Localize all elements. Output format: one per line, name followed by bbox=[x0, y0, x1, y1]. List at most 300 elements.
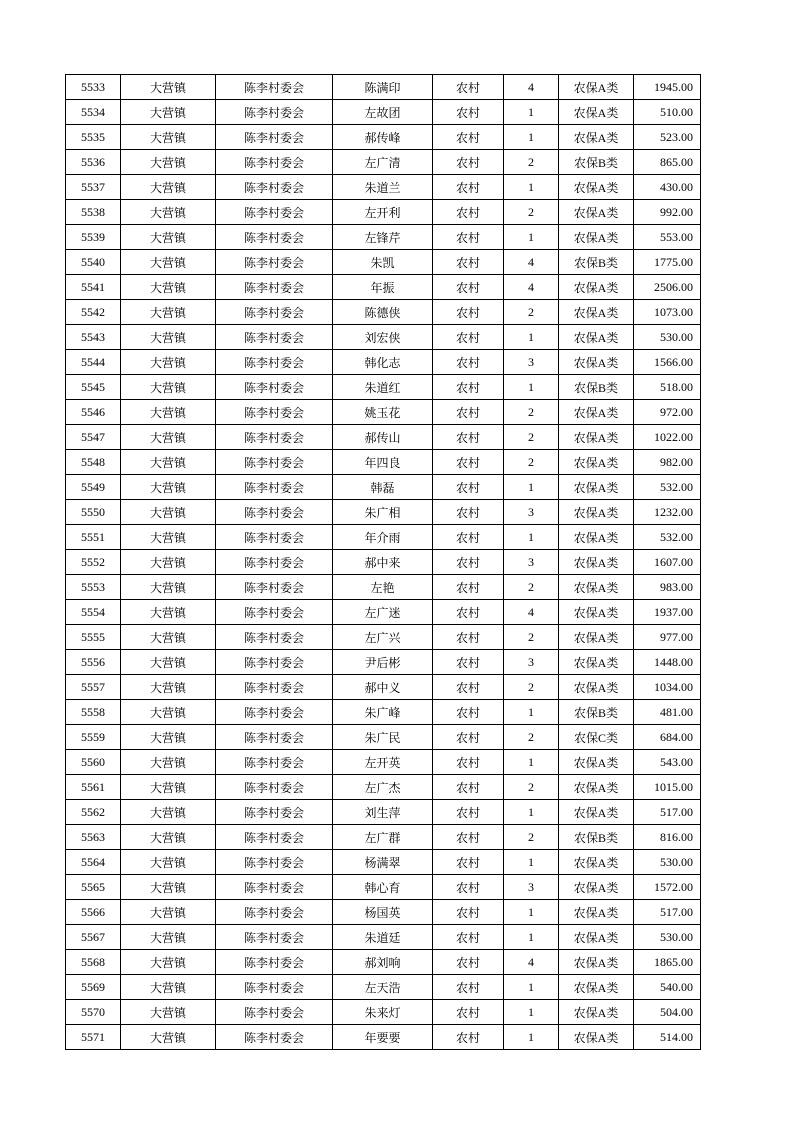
table-row bbox=[66, 450, 701, 475]
cell-name: 朱道红 bbox=[333, 375, 433, 400]
cell-id: 5543 bbox=[66, 325, 121, 350]
cell-type: 农村 bbox=[433, 975, 504, 1000]
cell-village: 陈李村委会 bbox=[216, 125, 333, 150]
table-row bbox=[66, 775, 701, 800]
table-row bbox=[66, 625, 701, 650]
cell-town: 大营镇 bbox=[121, 500, 216, 525]
cell-amount: 543.00 bbox=[634, 750, 701, 775]
table-row bbox=[66, 850, 701, 875]
cell-category: 农保A类 bbox=[559, 400, 634, 425]
cell-id: 5553 bbox=[66, 575, 121, 600]
cell-name: 陈德侠 bbox=[333, 300, 433, 325]
cell-town: 大营镇 bbox=[121, 175, 216, 200]
cell-town: 大营镇 bbox=[121, 975, 216, 1000]
cell-type: 农村 bbox=[433, 800, 504, 825]
cell-town: 大营镇 bbox=[121, 625, 216, 650]
cell-name: 陈满印 bbox=[333, 75, 433, 100]
cell-count: 2 bbox=[504, 400, 559, 425]
cell-name: 杨国英 bbox=[333, 900, 433, 925]
cell-count: 1 bbox=[504, 175, 559, 200]
cell-id: 5559 bbox=[66, 725, 121, 750]
cell-town: 大营镇 bbox=[121, 350, 216, 375]
cell-village: 陈李村委会 bbox=[216, 875, 333, 900]
cell-village: 陈李村委会 bbox=[216, 450, 333, 475]
cell-village: 陈李村委会 bbox=[216, 250, 333, 275]
cell-village: 陈李村委会 bbox=[216, 525, 333, 550]
cell-name: 左艳 bbox=[333, 575, 433, 600]
cell-town: 大营镇 bbox=[121, 125, 216, 150]
cell-amount: 518.00 bbox=[634, 375, 701, 400]
cell-type: 农村 bbox=[433, 75, 504, 100]
cell-name: 左广清 bbox=[333, 150, 433, 175]
cell-amount: 510.00 bbox=[634, 100, 701, 125]
cell-type: 农村 bbox=[433, 1025, 504, 1050]
cell-category: 农保A类 bbox=[559, 950, 634, 975]
cell-id: 5541 bbox=[66, 275, 121, 300]
table-row bbox=[66, 1000, 701, 1025]
table-row bbox=[66, 75, 701, 100]
cell-type: 农村 bbox=[433, 125, 504, 150]
cell-town: 大营镇 bbox=[121, 100, 216, 125]
cell-count: 3 bbox=[504, 650, 559, 675]
cell-village: 陈李村委会 bbox=[216, 300, 333, 325]
cell-name: 朱广民 bbox=[333, 725, 433, 750]
cell-id: 5565 bbox=[66, 875, 121, 900]
cell-id: 5549 bbox=[66, 475, 121, 500]
cell-type: 农村 bbox=[433, 475, 504, 500]
cell-village: 陈李村委会 bbox=[216, 675, 333, 700]
cell-town: 大营镇 bbox=[121, 1000, 216, 1025]
cell-id: 5540 bbox=[66, 250, 121, 275]
cell-amount: 1022.00 bbox=[634, 425, 701, 450]
cell-type: 农村 bbox=[433, 1000, 504, 1025]
cell-town: 大营镇 bbox=[121, 275, 216, 300]
cell-category: 农保A类 bbox=[559, 775, 634, 800]
cell-id: 5535 bbox=[66, 125, 121, 150]
cell-town: 大营镇 bbox=[121, 200, 216, 225]
cell-town: 大营镇 bbox=[121, 875, 216, 900]
cell-category: 农保A类 bbox=[559, 1000, 634, 1025]
cell-type: 农村 bbox=[433, 825, 504, 850]
cell-type: 农村 bbox=[433, 875, 504, 900]
table-body bbox=[66, 75, 701, 1050]
table-row bbox=[66, 175, 701, 200]
cell-village: 陈李村委会 bbox=[216, 825, 333, 850]
cell-category: 农保A类 bbox=[559, 175, 634, 200]
table-row bbox=[66, 725, 701, 750]
cell-amount: 540.00 bbox=[634, 975, 701, 1000]
cell-count: 2 bbox=[504, 725, 559, 750]
cell-category: 农保A类 bbox=[559, 475, 634, 500]
cell-type: 农村 bbox=[433, 300, 504, 325]
cell-type: 农村 bbox=[433, 500, 504, 525]
cell-name: 朱道兰 bbox=[333, 175, 433, 200]
cell-id: 5569 bbox=[66, 975, 121, 1000]
cell-category: 农保A类 bbox=[559, 675, 634, 700]
cell-type: 农村 bbox=[433, 450, 504, 475]
cell-count: 2 bbox=[504, 675, 559, 700]
cell-count: 1 bbox=[504, 525, 559, 550]
cell-type: 农村 bbox=[433, 925, 504, 950]
cell-amount: 517.00 bbox=[634, 800, 701, 825]
table-row bbox=[66, 925, 701, 950]
cell-id: 5534 bbox=[66, 100, 121, 125]
cell-type: 农村 bbox=[433, 175, 504, 200]
cell-id: 5542 bbox=[66, 300, 121, 325]
cell-category: 农保A类 bbox=[559, 575, 634, 600]
cell-category: 农保A类 bbox=[559, 925, 634, 950]
cell-amount: 2506.00 bbox=[634, 275, 701, 300]
cell-category: 农保A类 bbox=[559, 550, 634, 575]
cell-amount: 517.00 bbox=[634, 900, 701, 925]
cell-id: 5548 bbox=[66, 450, 121, 475]
cell-amount: 816.00 bbox=[634, 825, 701, 850]
cell-count: 3 bbox=[504, 550, 559, 575]
cell-type: 农村 bbox=[433, 700, 504, 725]
cell-id: 5536 bbox=[66, 150, 121, 175]
cell-id: 5554 bbox=[66, 600, 121, 625]
cell-count: 1 bbox=[504, 850, 559, 875]
cell-amount: 977.00 bbox=[634, 625, 701, 650]
cell-amount: 530.00 bbox=[634, 850, 701, 875]
cell-town: 大营镇 bbox=[121, 675, 216, 700]
cell-count: 1 bbox=[504, 700, 559, 725]
cell-village: 陈李村委会 bbox=[216, 550, 333, 575]
cell-count: 4 bbox=[504, 275, 559, 300]
cell-count: 3 bbox=[504, 875, 559, 900]
table-row bbox=[66, 950, 701, 975]
cell-village: 陈李村委会 bbox=[216, 475, 333, 500]
cell-type: 农村 bbox=[433, 750, 504, 775]
cell-name: 左广兴 bbox=[333, 625, 433, 650]
cell-id: 5562 bbox=[66, 800, 121, 825]
cell-name: 左开英 bbox=[333, 750, 433, 775]
cell-amount: 481.00 bbox=[634, 700, 701, 725]
cell-village: 陈李村委会 bbox=[216, 925, 333, 950]
cell-id: 5557 bbox=[66, 675, 121, 700]
cell-category: 农保A类 bbox=[559, 275, 634, 300]
cell-count: 4 bbox=[504, 950, 559, 975]
cell-amount: 992.00 bbox=[634, 200, 701, 225]
cell-count: 1 bbox=[504, 975, 559, 1000]
cell-id: 5558 bbox=[66, 700, 121, 725]
cell-category: 农保A类 bbox=[559, 100, 634, 125]
cell-count: 1 bbox=[504, 100, 559, 125]
cell-village: 陈李村委会 bbox=[216, 375, 333, 400]
cell-amount: 530.00 bbox=[634, 925, 701, 950]
cell-type: 农村 bbox=[433, 225, 504, 250]
cell-village: 陈李村委会 bbox=[216, 325, 333, 350]
cell-amount: 1566.00 bbox=[634, 350, 701, 375]
cell-town: 大营镇 bbox=[121, 150, 216, 175]
cell-town: 大营镇 bbox=[121, 775, 216, 800]
cell-category: 农保B类 bbox=[559, 250, 634, 275]
cell-count: 4 bbox=[504, 250, 559, 275]
cell-name: 郝中义 bbox=[333, 675, 433, 700]
cell-category: 农保B类 bbox=[559, 825, 634, 850]
cell-village: 陈李村委会 bbox=[216, 650, 333, 675]
cell-town: 大营镇 bbox=[121, 225, 216, 250]
cell-name: 左广群 bbox=[333, 825, 433, 850]
cell-village: 陈李村委会 bbox=[216, 800, 333, 825]
cell-count: 1 bbox=[504, 375, 559, 400]
cell-id: 5551 bbox=[66, 525, 121, 550]
cell-name: 杨满翠 bbox=[333, 850, 433, 875]
table-row bbox=[66, 100, 701, 125]
cell-village: 陈李村委会 bbox=[216, 1000, 333, 1025]
cell-id: 5566 bbox=[66, 900, 121, 925]
cell-village: 陈李村委会 bbox=[216, 600, 333, 625]
cell-category: 农保A类 bbox=[559, 500, 634, 525]
table-row bbox=[66, 750, 701, 775]
cell-town: 大营镇 bbox=[121, 550, 216, 575]
cell-category: 农保A类 bbox=[559, 125, 634, 150]
cell-type: 农村 bbox=[433, 425, 504, 450]
cell-name: 左锋芹 bbox=[333, 225, 433, 250]
cell-town: 大营镇 bbox=[121, 850, 216, 875]
cell-town: 大营镇 bbox=[121, 575, 216, 600]
cell-name: 朱凯 bbox=[333, 250, 433, 275]
cell-count: 2 bbox=[504, 625, 559, 650]
table-row bbox=[66, 700, 701, 725]
table-row bbox=[66, 875, 701, 900]
cell-count: 2 bbox=[504, 775, 559, 800]
cell-name: 韩心育 bbox=[333, 875, 433, 900]
cell-amount: 982.00 bbox=[634, 450, 701, 475]
cell-village: 陈李村委会 bbox=[216, 975, 333, 1000]
cell-amount: 1015.00 bbox=[634, 775, 701, 800]
cell-amount: 514.00 bbox=[634, 1025, 701, 1050]
cell-id: 5563 bbox=[66, 825, 121, 850]
table-row bbox=[66, 400, 701, 425]
cell-town: 大营镇 bbox=[121, 700, 216, 725]
cell-name: 左广迷 bbox=[333, 600, 433, 625]
cell-village: 陈李村委会 bbox=[216, 850, 333, 875]
cell-count: 1 bbox=[504, 900, 559, 925]
cell-village: 陈李村委会 bbox=[216, 350, 333, 375]
cell-type: 农村 bbox=[433, 150, 504, 175]
cell-village: 陈李村委会 bbox=[216, 100, 333, 125]
cell-amount: 1073.00 bbox=[634, 300, 701, 325]
cell-type: 农村 bbox=[433, 600, 504, 625]
table-row bbox=[66, 525, 701, 550]
cell-count: 1 bbox=[504, 1025, 559, 1050]
cell-town: 大营镇 bbox=[121, 925, 216, 950]
cell-category: 农保A类 bbox=[559, 450, 634, 475]
cell-name: 韩化志 bbox=[333, 350, 433, 375]
cell-name: 年要要 bbox=[333, 1025, 433, 1050]
cell-category: 农保A类 bbox=[559, 300, 634, 325]
cell-id: 5567 bbox=[66, 925, 121, 950]
cell-name: 朱来灯 bbox=[333, 1000, 433, 1025]
cell-amount: 865.00 bbox=[634, 150, 701, 175]
cell-type: 农村 bbox=[433, 775, 504, 800]
table-row bbox=[66, 650, 701, 675]
cell-amount: 504.00 bbox=[634, 1000, 701, 1025]
table-row bbox=[66, 825, 701, 850]
cell-village: 陈李村委会 bbox=[216, 775, 333, 800]
cell-count: 1 bbox=[504, 125, 559, 150]
cell-amount: 972.00 bbox=[634, 400, 701, 425]
table-row bbox=[66, 350, 701, 375]
cell-name: 年振 bbox=[333, 275, 433, 300]
cell-count: 2 bbox=[504, 300, 559, 325]
table-row bbox=[66, 275, 701, 300]
cell-id: 5539 bbox=[66, 225, 121, 250]
cell-village: 陈李村委会 bbox=[216, 950, 333, 975]
cell-name: 郝刘响 bbox=[333, 950, 433, 975]
cell-category: 农保C类 bbox=[559, 725, 634, 750]
cell-id: 5564 bbox=[66, 850, 121, 875]
cell-town: 大营镇 bbox=[121, 375, 216, 400]
cell-name: 左广杰 bbox=[333, 775, 433, 800]
cell-village: 陈李村委会 bbox=[216, 500, 333, 525]
cell-town: 大营镇 bbox=[121, 650, 216, 675]
cell-count: 1 bbox=[504, 325, 559, 350]
cell-id: 5552 bbox=[66, 550, 121, 575]
cell-town: 大营镇 bbox=[121, 800, 216, 825]
cell-category: 农保A类 bbox=[559, 350, 634, 375]
payment-table bbox=[65, 74, 701, 1050]
cell-category: 农保A类 bbox=[559, 625, 634, 650]
cell-category: 农保A类 bbox=[559, 200, 634, 225]
cell-count: 4 bbox=[504, 600, 559, 625]
cell-name: 年介雨 bbox=[333, 525, 433, 550]
cell-count: 2 bbox=[504, 825, 559, 850]
cell-amount: 532.00 bbox=[634, 525, 701, 550]
cell-type: 农村 bbox=[433, 625, 504, 650]
cell-count: 1 bbox=[504, 925, 559, 950]
cell-type: 农村 bbox=[433, 950, 504, 975]
cell-village: 陈李村委会 bbox=[216, 225, 333, 250]
cell-count: 2 bbox=[504, 450, 559, 475]
cell-id: 5571 bbox=[66, 1025, 121, 1050]
cell-village: 陈李村委会 bbox=[216, 750, 333, 775]
cell-amount: 1775.00 bbox=[634, 250, 701, 275]
cell-amount: 553.00 bbox=[634, 225, 701, 250]
cell-amount: 532.00 bbox=[634, 475, 701, 500]
cell-id: 5555 bbox=[66, 625, 121, 650]
cell-type: 农村 bbox=[433, 725, 504, 750]
cell-village: 陈李村委会 bbox=[216, 175, 333, 200]
cell-type: 农村 bbox=[433, 550, 504, 575]
table-row bbox=[66, 125, 701, 150]
cell-type: 农村 bbox=[433, 575, 504, 600]
cell-village: 陈李村委会 bbox=[216, 425, 333, 450]
cell-name: 刘生萍 bbox=[333, 800, 433, 825]
cell-amount: 1572.00 bbox=[634, 875, 701, 900]
cell-category: 农保A类 bbox=[559, 425, 634, 450]
cell-type: 农村 bbox=[433, 400, 504, 425]
cell-category: 农保A类 bbox=[559, 750, 634, 775]
cell-town: 大营镇 bbox=[121, 1025, 216, 1050]
cell-type: 农村 bbox=[433, 275, 504, 300]
cell-amount: 1034.00 bbox=[634, 675, 701, 700]
table-row bbox=[66, 300, 701, 325]
cell-name: 姚玉花 bbox=[333, 400, 433, 425]
cell-name: 郝传山 bbox=[333, 425, 433, 450]
cell-village: 陈李村委会 bbox=[216, 200, 333, 225]
cell-count: 1 bbox=[504, 800, 559, 825]
cell-category: 农保A类 bbox=[559, 75, 634, 100]
cell-name: 朱道廷 bbox=[333, 925, 433, 950]
cell-amount: 684.00 bbox=[634, 725, 701, 750]
table-row bbox=[66, 675, 701, 700]
cell-town: 大营镇 bbox=[121, 250, 216, 275]
cell-type: 农村 bbox=[433, 675, 504, 700]
cell-category: 农保A类 bbox=[559, 650, 634, 675]
cell-amount: 1865.00 bbox=[634, 950, 701, 975]
cell-type: 农村 bbox=[433, 850, 504, 875]
cell-town: 大营镇 bbox=[121, 725, 216, 750]
cell-town: 大营镇 bbox=[121, 450, 216, 475]
cell-count: 2 bbox=[504, 200, 559, 225]
cell-id: 5533 bbox=[66, 75, 121, 100]
cell-town: 大营镇 bbox=[121, 900, 216, 925]
cell-id: 5538 bbox=[66, 200, 121, 225]
cell-town: 大营镇 bbox=[121, 750, 216, 775]
cell-type: 农村 bbox=[433, 350, 504, 375]
cell-village: 陈李村委会 bbox=[216, 75, 333, 100]
cell-category: 农保B类 bbox=[559, 700, 634, 725]
cell-name: 朱广相 bbox=[333, 500, 433, 525]
cell-id: 5556 bbox=[66, 650, 121, 675]
table-row bbox=[66, 150, 701, 175]
table-row bbox=[66, 500, 701, 525]
table-row bbox=[66, 575, 701, 600]
cell-count: 4 bbox=[504, 75, 559, 100]
cell-amount: 1945.00 bbox=[634, 75, 701, 100]
cell-category: 农保A类 bbox=[559, 325, 634, 350]
cell-village: 陈李村委会 bbox=[216, 1025, 333, 1050]
cell-amount: 1607.00 bbox=[634, 550, 701, 575]
table-row bbox=[66, 600, 701, 625]
cell-name: 朱广峰 bbox=[333, 700, 433, 725]
cell-town: 大营镇 bbox=[121, 950, 216, 975]
cell-category: 农保A类 bbox=[559, 900, 634, 925]
cell-category: 农保A类 bbox=[559, 875, 634, 900]
cell-name: 左故团 bbox=[333, 100, 433, 125]
cell-type: 农村 bbox=[433, 325, 504, 350]
cell-count: 1 bbox=[504, 475, 559, 500]
table-row bbox=[66, 900, 701, 925]
cell-category: 农保A类 bbox=[559, 525, 634, 550]
cell-village: 陈李村委会 bbox=[216, 900, 333, 925]
cell-village: 陈李村委会 bbox=[216, 725, 333, 750]
cell-town: 大营镇 bbox=[121, 75, 216, 100]
cell-name: 左天浩 bbox=[333, 975, 433, 1000]
table-row bbox=[66, 550, 701, 575]
table-row bbox=[66, 425, 701, 450]
cell-count: 2 bbox=[504, 425, 559, 450]
cell-type: 农村 bbox=[433, 525, 504, 550]
cell-name: 尹后彬 bbox=[333, 650, 433, 675]
cell-id: 5547 bbox=[66, 425, 121, 450]
cell-amount: 983.00 bbox=[634, 575, 701, 600]
cell-id: 5537 bbox=[66, 175, 121, 200]
cell-town: 大营镇 bbox=[121, 600, 216, 625]
cell-id: 5568 bbox=[66, 950, 121, 975]
cell-town: 大营镇 bbox=[121, 325, 216, 350]
cell-amount: 1937.00 bbox=[634, 600, 701, 625]
cell-name: 郝中来 bbox=[333, 550, 433, 575]
cell-name: 刘宏侠 bbox=[333, 325, 433, 350]
table-row bbox=[66, 200, 701, 225]
cell-category: 农保A类 bbox=[559, 975, 634, 1000]
cell-category: 农保B类 bbox=[559, 375, 634, 400]
table-row bbox=[66, 975, 701, 1000]
cell-village: 陈李村委会 bbox=[216, 400, 333, 425]
